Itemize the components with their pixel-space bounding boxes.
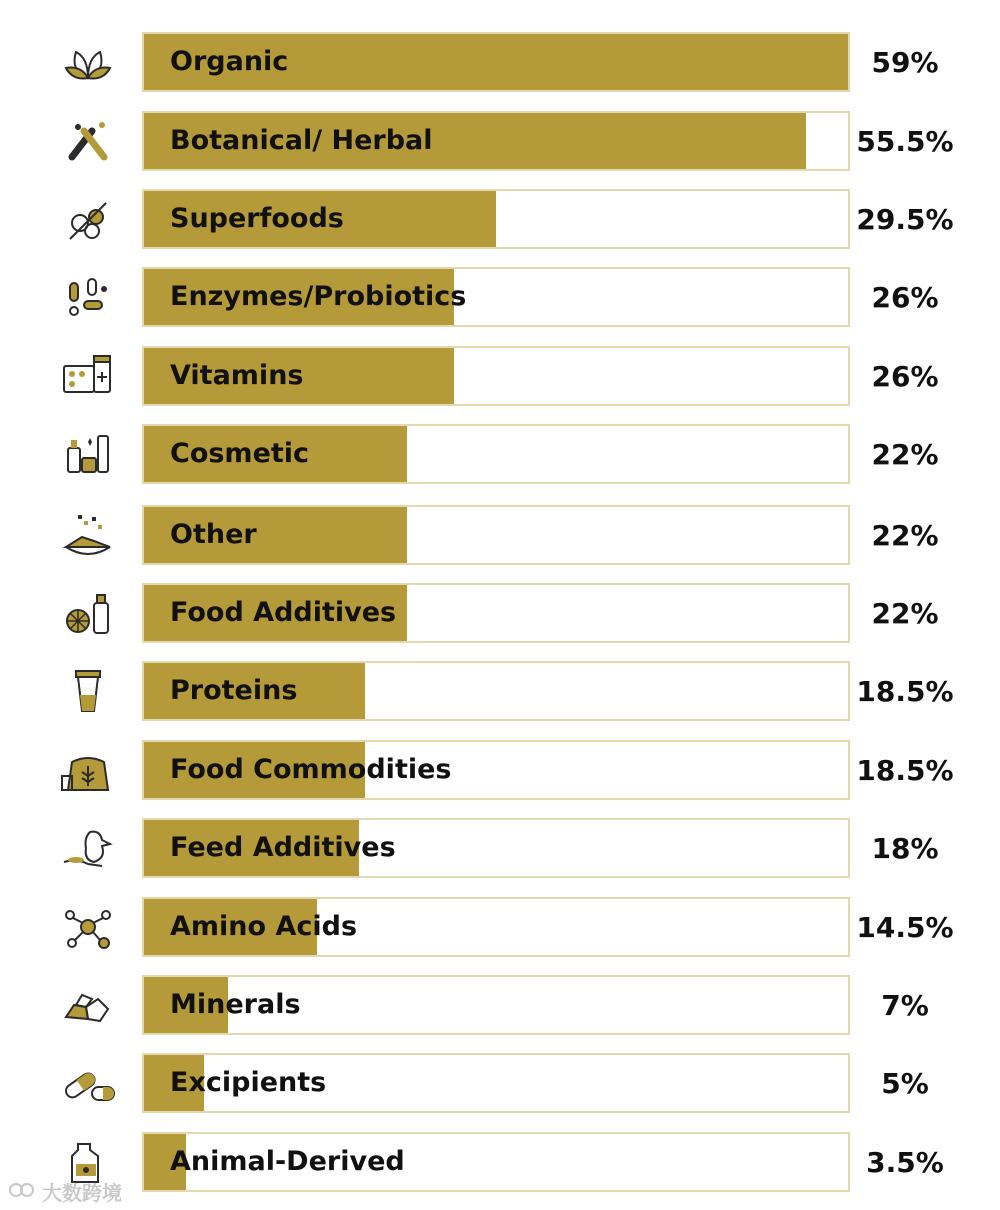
vitamin-pack-icon bbox=[58, 352, 118, 400]
milk-jug-icon bbox=[58, 1138, 118, 1186]
bar-row bbox=[0, 818, 1000, 878]
value-label: 22% bbox=[871, 519, 939, 552]
value-label: 18.5% bbox=[856, 675, 954, 708]
value-label: 26% bbox=[871, 360, 939, 393]
category-label: Minerals bbox=[170, 989, 301, 1020]
bar-row bbox=[0, 975, 1000, 1035]
category-label: Other bbox=[170, 519, 257, 550]
value-label: 29.5% bbox=[856, 203, 954, 236]
watermark-text: 大数跨境 bbox=[42, 1181, 122, 1205]
category-label: Animal-Derived bbox=[170, 1146, 405, 1177]
value-label: 7% bbox=[881, 989, 929, 1022]
category-label: Proteins bbox=[170, 675, 298, 706]
value-label: 18% bbox=[871, 832, 939, 865]
category-label: Excipients bbox=[170, 1067, 327, 1098]
category-label: Superfoods bbox=[170, 203, 344, 234]
molecule-icon bbox=[58, 903, 118, 951]
value-label: 59% bbox=[871, 46, 939, 79]
bar-row bbox=[0, 267, 1000, 327]
value-label: 5% bbox=[881, 1067, 929, 1100]
bar-row bbox=[0, 189, 1000, 249]
protein-shaker-icon bbox=[58, 667, 118, 715]
category-label: Feed Additives bbox=[170, 832, 396, 863]
category-label: Food Additives bbox=[170, 597, 397, 628]
value-label: 3.5% bbox=[866, 1146, 944, 1179]
category-label: Enzymes/Probiotics bbox=[170, 281, 467, 312]
bar-row bbox=[0, 1132, 1000, 1192]
value-label: 22% bbox=[871, 597, 939, 630]
category-label: Organic bbox=[170, 46, 289, 77]
bacteria-icon bbox=[58, 273, 118, 321]
category-label: Food Commodities bbox=[170, 754, 452, 785]
bar-row bbox=[0, 897, 1000, 957]
bar-row bbox=[0, 740, 1000, 800]
bar-row bbox=[0, 424, 1000, 484]
capsule-icon bbox=[58, 1059, 118, 1107]
value-label: 14.5% bbox=[856, 911, 954, 944]
bar-row bbox=[0, 111, 1000, 171]
category-label: Amino Acids bbox=[170, 911, 358, 942]
leaf-icon bbox=[58, 38, 118, 86]
category-label: Botanical/ Herbal bbox=[170, 125, 433, 156]
bar-row bbox=[0, 1053, 1000, 1113]
watermark bbox=[8, 1180, 122, 1204]
category-label: Cosmetic bbox=[170, 438, 310, 469]
bar-row bbox=[0, 32, 1000, 92]
orange-bottle-icon bbox=[58, 589, 118, 637]
berries-icon bbox=[58, 195, 118, 243]
bar-row bbox=[0, 346, 1000, 406]
value-label: 26% bbox=[871, 281, 939, 314]
cosmetic-bottles-icon bbox=[58, 430, 118, 478]
bar-row bbox=[0, 583, 1000, 643]
bar-row bbox=[0, 661, 1000, 721]
value-label: 55.5% bbox=[856, 125, 954, 158]
category-label: Vitamins bbox=[170, 360, 304, 391]
minerals-icon bbox=[58, 981, 118, 1029]
herb-mortar-icon bbox=[58, 117, 118, 165]
chicken-feed-icon bbox=[58, 824, 118, 872]
grain-sack-icon bbox=[58, 746, 118, 794]
value-label: 22% bbox=[871, 438, 939, 471]
value-label: 18.5% bbox=[856, 754, 954, 787]
powder-bowl-icon bbox=[58, 511, 118, 559]
watermark-logo-icon bbox=[8, 1180, 42, 1205]
bar-row bbox=[0, 505, 1000, 565]
